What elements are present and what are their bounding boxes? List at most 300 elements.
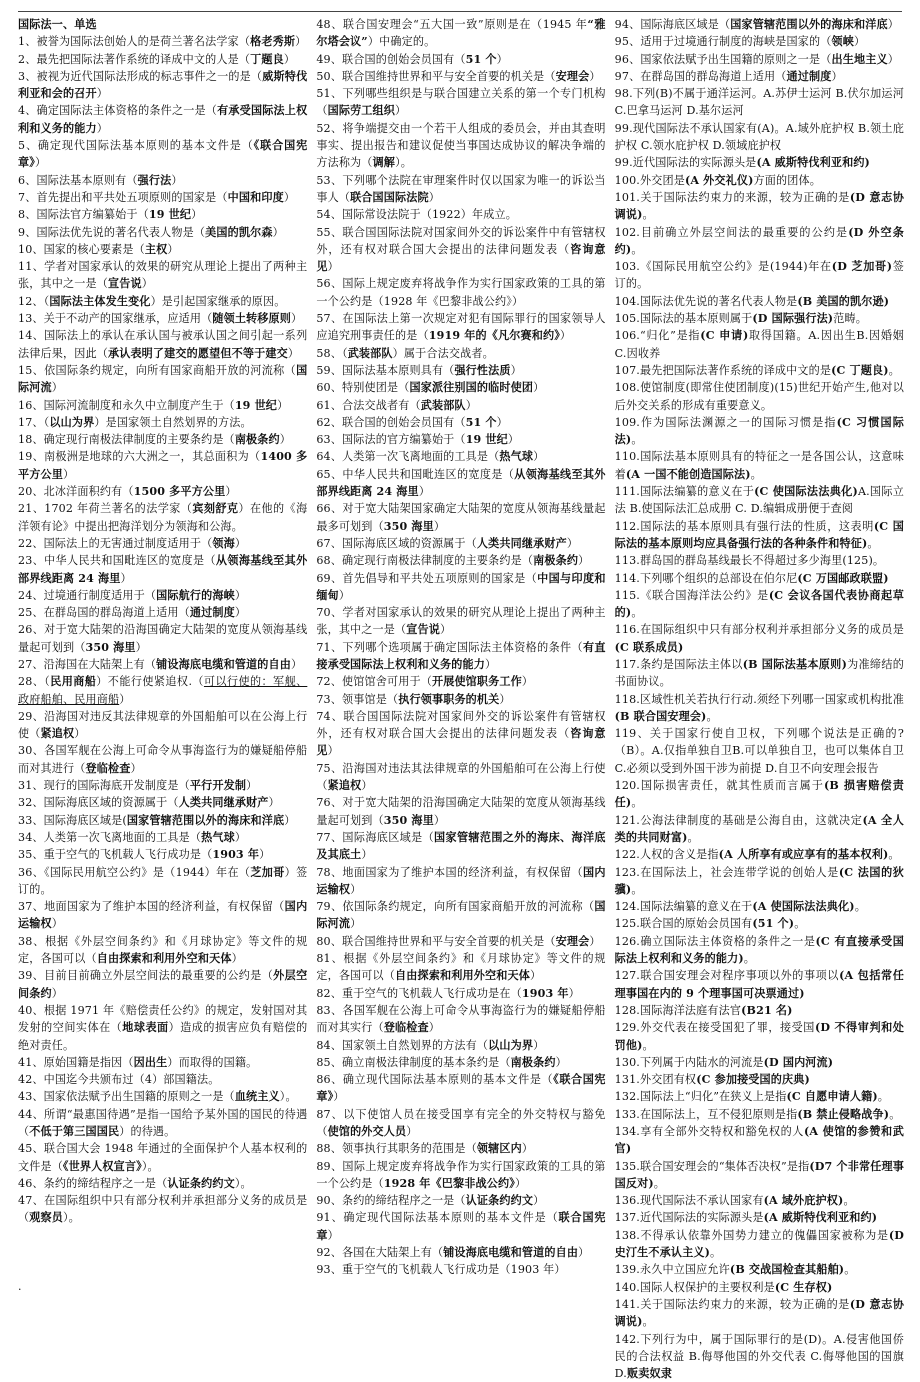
question-item — [316, 362, 605, 379]
question-text: 。 — [888, 363, 900, 377]
question-item — [316, 431, 605, 448]
question-text: 97、在群岛国的群岛海道上适用（ — [614, 69, 787, 83]
answer-text: 宣告说 — [107, 277, 142, 291]
question-item — [615, 154, 904, 171]
answer-text: 国内运输权 — [316, 865, 606, 896]
question-text: ） — [259, 848, 271, 862]
question-text: ）不能行使紧追权.（ — [96, 675, 204, 689]
question-text: 。 — [631, 882, 643, 896]
question-text: 范畴。 — [833, 312, 867, 326]
question-item — [18, 846, 307, 863]
question-item — [615, 933, 904, 968]
answer-text: 《联合国宪章》 — [18, 139, 308, 170]
question-item — [316, 535, 605, 552]
question-text: ） — [433, 519, 446, 533]
question-item — [316, 985, 605, 1002]
question-text: ） — [268, 796, 280, 810]
question-item — [18, 1071, 307, 1088]
question-text: 118.区域性机关若执行行动.须经下列哪一国家或机构批准 — [614, 692, 904, 706]
question-text: ） — [521, 1142, 534, 1156]
question-text: 18、确定现行南极法律制度的主要条约是（ — [18, 433, 235, 447]
question-text: 75、沿海国对违法其法律规章的外国船舶可在公海上行使（ — [316, 761, 606, 793]
answer-text: (C 法国的狄骥) — [614, 865, 904, 896]
answer-text: 国际河流 — [316, 900, 606, 931]
question-text: ）的待遇。 — [119, 1125, 176, 1138]
answer-text: 1500 多平方公里 — [133, 485, 226, 499]
question-text: ） — [96, 87, 108, 101]
question-item — [615, 518, 904, 553]
question-item — [316, 1244, 605, 1261]
question-text: ）在他的《海洋领有论》中提出把海洋划分为领海和公海。 — [18, 502, 308, 533]
question-text: 43、国家依法赋予出生国籍的原则之一是（ — [18, 1090, 235, 1104]
question-item — [316, 1192, 605, 1209]
question-text: ） — [465, 398, 477, 412]
answer-text: 国家管辖范围以外的海床和洋底 — [730, 18, 888, 31]
question-item — [615, 587, 904, 622]
question-item — [18, 1140, 307, 1175]
question-text: 10、国家的核心要素是（ — [18, 242, 145, 256]
question-item — [18, 397, 307, 414]
question-text: 。 — [631, 433, 643, 447]
answer-text: 1400 多平方公里 — [18, 450, 308, 481]
question-text: ） — [333, 1090, 345, 1104]
question-item — [615, 327, 904, 362]
question-item — [615, 846, 904, 863]
question-text: ）。 — [62, 1211, 80, 1225]
question-item — [615, 812, 904, 847]
answer-text: 认证条约约文 — [465, 1194, 534, 1208]
question-text: 。 — [687, 830, 699, 844]
answer-text: 国际河流 — [18, 363, 308, 395]
question-item — [316, 1261, 605, 1278]
answer-text: 国家管辖范围以外的海床和洋底 — [126, 813, 285, 827]
question-item — [615, 1261, 904, 1278]
answer-text: 从领海基线至其外部界线距离 24 海里 — [316, 467, 606, 499]
question-text: 。 — [854, 900, 866, 914]
question-text: ） — [283, 190, 296, 204]
question-text: 7、首先提出和平共处五项原则的国家是（ — [18, 190, 228, 204]
question-text: 121.公海法律制度的基础是公海自由，这就决定 — [614, 813, 863, 827]
question-text: 85、确立南极法律制度的基本条约是（ — [316, 1055, 511, 1069]
question-text: 81、根据《外层空间条约》和《月球协定》等文件的规定，各国可以（ — [316, 952, 606, 983]
answer-text: (D 国际强行法) — [752, 312, 834, 326]
question-text: 3、被视为近代国际法形成的标志事件之一的是（ — [18, 69, 263, 83]
question-text: ） — [246, 779, 258, 793]
question-item — [316, 51, 605, 68]
question-item — [18, 656, 307, 673]
question-text: ）。 — [141, 1159, 159, 1173]
question-item — [615, 691, 904, 726]
question-item — [316, 85, 605, 120]
column-left — [18, 16, 307, 1288]
question-item — [18, 500, 307, 535]
answer-text: 铺设海底电缆和管道的自由 — [443, 1246, 579, 1260]
question-item — [615, 570, 904, 587]
answer-text: 领海 — [212, 536, 235, 550]
question-item — [18, 1192, 307, 1227]
question-item — [615, 293, 904, 310]
question-item — [18, 68, 307, 103]
answer-text: 咨询意见 — [316, 242, 606, 274]
question-text: ） — [291, 312, 303, 326]
question-item — [615, 258, 904, 293]
question-text: 142.下列行为中，属于国际罪行的是(D)。A.侵害他国侨民的合法权益 B.侮辱他国的外交代表 C.侮辱他国的国旗 D. — [614, 1332, 904, 1381]
answer-text: 350 海里 — [85, 640, 136, 654]
question-text: 签订的。 — [614, 260, 904, 291]
question-text: 78、地面国家为了维护本国的经济利益，有权保留（ — [316, 865, 583, 879]
question-text: 6、国际法基本原则有（ — [18, 173, 138, 187]
answer-text: 自由探索和利用外空和天体 — [96, 952, 232, 966]
question-text: 87、以下使馆人员在接受国享有完全的外交特权与豁免（ — [316, 1107, 606, 1138]
question-text: 35、重于空气的飞机载人飞行成功是（ — [18, 848, 213, 862]
answer-text: 1919 年的《凡尔赛和约》 — [428, 329, 560, 343]
question-text: 108.使馆制度(即常住使团制度)(15)世纪开始产生,他对以后外交关系的形成有重要意义。 — [614, 381, 904, 412]
question-item — [18, 206, 307, 223]
question-text: 为准缔结的书面协议。 — [614, 657, 904, 689]
question-item — [615, 1071, 904, 1088]
answer-text: 1928 年《巴黎非战公约》 — [383, 1176, 515, 1190]
question-item — [18, 33, 307, 50]
answer-text: (C 有直接承受国际法上权利和义务的能力) — [614, 934, 904, 966]
question-text: ） — [277, 398, 289, 412]
question-item — [18, 864, 307, 899]
question-text: ） — [283, 52, 296, 66]
question-text: 86、确立现代国际法基本原则的基本文件是（ — [316, 1073, 554, 1087]
question-item — [316, 673, 605, 690]
question-text: 133.在国际法上，互不侵犯原则是指 — [614, 1107, 798, 1121]
question-item — [615, 448, 904, 483]
question-text: ） — [589, 934, 601, 948]
question-text: 106.“归化”是指 — [614, 329, 701, 343]
question-item — [18, 742, 307, 777]
question-text: 30、各国军舰在公海上可命令从事海盗行为的嫌疑船停船而对其进行（ — [18, 744, 308, 775]
question-text: ） — [96, 121, 108, 135]
question-text: 129.外交代表在接受国犯了罪，接受国 — [614, 1021, 815, 1035]
answer-text: 51 个 — [465, 415, 497, 429]
answer-text: 南极条约 — [234, 433, 280, 447]
question-text: ） — [499, 692, 511, 706]
question-text: 88、领事执行其职务的范围是（ — [316, 1142, 477, 1156]
question-text: ） — [485, 657, 497, 671]
question-text: 124.国际法编纂的意义在于 — [614, 900, 753, 914]
question-text: ） — [533, 381, 545, 395]
question-text: 89、国际上规定废弃将战争作为实行国家政策的工具的第一个公约是（ — [316, 1159, 606, 1190]
question-text: 96、国家依法赋予出生国籍的原则之一是（ — [614, 52, 832, 66]
question-text: ） — [62, 467, 75, 481]
question-text: 16、国际河流制度和永久中立制度产生于（ — [18, 398, 235, 412]
answer-text: 登临检查 — [383, 1021, 429, 1035]
answer-text: 安理会 — [555, 69, 590, 83]
answer-text: 中国与印度和缅甸 — [316, 571, 606, 602]
underlined-note: 可以行使的：军舰、政府船舶、民用商船 — [18, 675, 308, 706]
question-text: 70、学者对国家承认的效果的研究从理论上提出了两种主张，其中之一是（ — [316, 606, 606, 637]
answer-text: 国家管辖范围之外的海床、海洋底及其底土 — [316, 830, 606, 862]
answer-text: 从领海基线至其外部界线距离 24 海里 — [18, 554, 308, 585]
question-text: ） — [507, 433, 520, 447]
question-text: 13、关于不动产的国家继承，应适用（ — [18, 312, 213, 326]
question-item — [18, 102, 307, 137]
question-text: ） — [234, 830, 247, 844]
answer-text: 通过制度 — [189, 606, 235, 620]
question-text: ） — [295, 35, 307, 49]
question-text: ） — [130, 761, 142, 775]
answer-text: (D 芝加哥) — [831, 260, 893, 274]
question-text: ） — [279, 433, 292, 447]
question-text: ） — [568, 986, 580, 1000]
answer-text: (B 损害赔偿责任) — [614, 779, 904, 810]
question-item — [18, 1088, 307, 1105]
answer-text: (A 使国际法法典化) — [752, 900, 855, 914]
answer-text: 《联合国宪章》 — [316, 1073, 606, 1104]
question-text: 44、所谓“最惠国待遇”是指一国给予某外国的国民的待遇（ — [18, 1107, 308, 1138]
answer-text: 51 个 — [465, 52, 497, 66]
question-item — [316, 570, 605, 605]
question-text: 39、目前目前确立外层空间法的最重要的公约是（ — [18, 969, 274, 983]
question-text: 104.国际法优先说的著名代表人物是 — [614, 294, 798, 308]
question-text: 136.现代国际法不承认国家有 — [614, 1194, 764, 1208]
question-text: 134.享有全部外交特权和豁免权的人 — [614, 1125, 804, 1138]
question-text: 42、中国迄今共颁布过（4）部国籍法。 — [18, 1073, 220, 1087]
question-item — [316, 206, 605, 223]
question-item — [316, 552, 605, 569]
question-text: ） — [51, 381, 63, 395]
question-text: 。 — [642, 208, 654, 222]
question-text: 48、联合国安理会“五大国一致”原则是在（1945 年 — [316, 18, 588, 31]
answer-text: 调解 — [372, 156, 396, 170]
question-item — [316, 691, 605, 708]
answer-text: 认证条约约文 — [167, 1176, 235, 1190]
question-text: 77、国际海底区域是（ — [316, 830, 435, 844]
question-item — [316, 500, 605, 535]
answer-text: (B21 名) — [741, 1003, 793, 1017]
section-heading — [18, 16, 307, 33]
question-text: 11、学者对国家承认的效果的研究从理论上提出了两种主张，其中之一是（ — [18, 260, 308, 291]
question-text: 37、地面国家为了维护本国的经济利益，有权保留（ — [18, 900, 285, 914]
question-item — [18, 293, 307, 310]
top-rule — [18, 11, 902, 12]
question-text: 24、过境通行制度适用于（ — [18, 588, 157, 602]
answer-text: (C 会议各国代表协商起草的) — [614, 588, 904, 620]
question-item — [18, 777, 307, 794]
question-text: 。 — [642, 1315, 654, 1329]
question-item — [615, 414, 904, 449]
question-text: 84、国家领土自然划界的方法有（ — [316, 1038, 489, 1052]
question-text: ） — [120, 571, 132, 585]
question-item — [615, 379, 904, 414]
answer-text: (A 威斯特伐利亚和约) — [756, 156, 870, 170]
question-text: ）属于合法交战者。 — [392, 346, 494, 360]
question-text: 47、在国际组织中只有部分权利并承担部分义务的成员是（ — [18, 1194, 308, 1225]
answer-text: 平行开发制 — [189, 779, 247, 793]
question-text: 27、沿海国在大陆架上有（ — [18, 657, 157, 671]
question-text: ） — [440, 623, 452, 637]
question-item — [316, 379, 605, 396]
answer-text: 通过制度 — [786, 69, 832, 83]
question-text: ） — [555, 1055, 567, 1069]
question-item — [18, 172, 307, 189]
question-item — [615, 1106, 904, 1123]
question-text: 102.目前确立外层空间法的最重要的公约是 — [614, 225, 849, 239]
question-text: ） — [433, 813, 446, 827]
question-text: 127.联合国安理会对程序事项以外的事项以 — [614, 969, 840, 983]
answer-text: (D 外空条约) — [614, 225, 904, 256]
question-item — [316, 639, 605, 674]
question-text: 。 — [631, 242, 643, 256]
question-text: 50、联合国维持世界和平与安全首要的机关是（ — [316, 69, 556, 83]
question-text: 94、国际海底区域是（ — [614, 18, 731, 31]
question-item — [316, 794, 605, 829]
question-text: ） — [234, 588, 247, 602]
question-item — [18, 794, 307, 811]
answer-text: 咨询意见 — [316, 727, 606, 758]
answer-text: 宣告说 — [406, 623, 441, 637]
question-text: ） — [559, 329, 572, 343]
question-text: 23、中华人民共和国毗连区的宽度是（ — [18, 554, 216, 568]
question-text: 取得国籍。A.因出生B.因婚姻 C.因收养 — [614, 329, 904, 360]
question-text: 52、将争端提交由一个若干人组成的委员会，并由其查明事实、提出报告和建议促使当事国达成协议的解决争端的方法称为（ — [316, 121, 606, 170]
question-item — [615, 621, 904, 656]
answer-text: (D 意志协调说) — [614, 1297, 904, 1329]
question-text: 49、联合国的创始会员国有（ — [316, 52, 466, 66]
question-text: 方面的团体。 — [753, 173, 821, 187]
answer-text: (B 美国的凯尔逊) — [797, 294, 890, 308]
question-text: ） — [578, 554, 590, 568]
question-item — [316, 414, 605, 431]
question-text: 38、根据《外层空间条约》和《月球协定》等文件的规定，各国可以（ — [18, 934, 308, 966]
answer-text: 安理会 — [555, 934, 590, 948]
answer-text: 因出生 — [133, 1055, 168, 1069]
answer-text: (C 申请) — [700, 329, 749, 343]
question-item — [18, 310, 307, 327]
question-text: 122.人权的含义是指 — [614, 848, 719, 862]
answer-text: 19 世纪 — [234, 398, 278, 412]
question-item — [316, 604, 605, 639]
question-text: ） — [171, 173, 183, 187]
question-text: ） — [234, 536, 247, 550]
question-text: 34、人类第一次飞离地面的工具是（ — [18, 830, 202, 844]
question-item — [615, 967, 904, 1002]
question-text: 15、依国际条约规定，向所有国家商船开放的河流称（ — [18, 363, 297, 377]
answer-text: 格老秀斯 — [250, 35, 296, 49]
question-text: 92、各国在大陆架上有（ — [316, 1246, 444, 1260]
question-text: 95、适用于过境通行制度的海峡是国家的（ — [614, 35, 832, 49]
question-text: 103.《国际民用航空公约》是(1944)年在 — [614, 260, 832, 274]
question-text: ） — [338, 588, 351, 602]
question-item — [615, 1296, 904, 1331]
answer-text: (D 意志协调说) — [614, 190, 904, 222]
question-text: 。 — [750, 467, 762, 481]
question-text: 140.国际人权保护的主要权利是 — [614, 1280, 775, 1294]
question-text: 36、《国际民用航空公约》是（1944）年在（ — [18, 865, 251, 879]
answer-text: 武装部队 — [420, 398, 466, 412]
answer-text: (D 国内河流) — [763, 1055, 834, 1069]
question-item — [316, 466, 605, 501]
question-text: 。 — [844, 1263, 856, 1277]
answer-text: 以山为界 — [488, 1038, 534, 1052]
question-text: ） — [887, 52, 899, 66]
answer-text: 国际法主体发生变化 — [49, 294, 151, 308]
question-text: 120.国际损害责任，就其性质而言属于 — [614, 779, 824, 793]
answer-text: 芝加哥 — [250, 865, 285, 879]
question-text: 126.确立国际法主体资格的条件之一是 — [614, 934, 816, 948]
question-text: ） — [589, 69, 601, 83]
document-page — [18, 16, 904, 1381]
column-right — [614, 16, 904, 1381]
question-text: 31、现行的国际海底开发制度是（ — [18, 779, 190, 793]
answer-text: 中国和印度 — [227, 190, 284, 204]
question-text: ） — [566, 536, 579, 550]
question-item — [615, 120, 904, 155]
question-text: ） — [533, 1038, 545, 1052]
question-item — [18, 812, 307, 829]
question-text: ） — [350, 882, 362, 896]
question-text: 45、联合国大会 1948 年通过的全面保护个人基本权利的文件是（ — [18, 1142, 308, 1173]
question-text: ） — [395, 104, 407, 118]
question-text: 。 — [642, 1038, 654, 1052]
answer-text: (C 万国邮政联盟) — [797, 571, 889, 585]
question-item — [18, 224, 307, 241]
footer-mark: . — [18, 1280, 22, 1293]
question-item — [18, 621, 307, 656]
question-item — [615, 1331, 904, 1382]
question-item — [18, 51, 307, 68]
question-item — [316, 1037, 605, 1054]
question-text: A.国际立法 B.使国际法汇总成册 C. D.编辑成册便于查阅 — [614, 485, 904, 516]
answer-text: 19 世纪 — [465, 433, 508, 447]
question-text: 54、国际常设法院于（1922）年成立。 — [316, 208, 517, 222]
question-text: 60、特别使团是（ — [316, 381, 410, 395]
question-text: ）是引起国家继承的原因。 — [150, 294, 286, 308]
answer-text: 铺设海底电缆和管道的自由 — [156, 657, 292, 671]
question-text: 19、南极洲是地球的六大洲之一，其总面积为（ — [18, 450, 261, 464]
answer-text: (B 国际法基本原则) — [742, 657, 847, 671]
question-text: 99.近代国际法的实际源头是 — [614, 156, 757, 170]
question-item — [316, 345, 605, 362]
question-item — [18, 898, 307, 933]
question-text: 69、首先倡导和平共处五项原则的国家是（ — [316, 571, 538, 585]
question-item — [316, 16, 605, 51]
question-item — [615, 362, 904, 379]
answer-text: (C 联系成员) — [614, 640, 684, 654]
question-text: ）中确定的。 — [367, 35, 436, 49]
answer-text: 出生地主义 — [831, 52, 888, 66]
question-text: ） — [327, 1228, 339, 1242]
question-text: 4、确定国际法主体资格的条件之一是（ — [18, 104, 218, 118]
question-text: 32、国际海底区域的资源属于（ — [18, 796, 179, 810]
question-text: 26、对于宽大陆架的沿海国确定大陆架的宽度从领海基线量起可划到（ — [18, 623, 308, 654]
question-item — [615, 1158, 904, 1193]
question-text: 5、确定现代国际法基本原则的基本文件是（ — [18, 139, 254, 153]
question-text: ） — [533, 1194, 545, 1208]
answer-text: (C 丁题良) — [831, 363, 889, 377]
answer-text: 使馆的外交人员 — [327, 1125, 407, 1138]
question-text: ） — [496, 52, 508, 66]
answer-text: 热气球 — [201, 830, 235, 844]
question-item — [316, 275, 605, 310]
answer-text: 领辖区内 — [476, 1142, 522, 1156]
question-text: 105.国际法的基本原则属于 — [614, 312, 753, 326]
question-text: 14、国际法上的承认在承认国与被承认国之间引起一系列法律后果，因此（ — [18, 329, 308, 360]
question-text: 100.外交团是 — [614, 173, 685, 187]
question-text: 33、国际海底区域是( — [18, 813, 127, 827]
question-text: 17、（ — [18, 415, 50, 429]
question-text: ） — [191, 208, 203, 222]
question-text: 76、对于宽大陆架的沿海国确定大陆架的宽度从领海基线量起可划到（ — [316, 796, 606, 827]
answer-text: (A 外交礼仪) — [684, 173, 754, 187]
question-item — [615, 915, 904, 932]
question-text: ） — [428, 190, 441, 204]
answer-text: 不低于第三国国民 — [29, 1125, 120, 1138]
